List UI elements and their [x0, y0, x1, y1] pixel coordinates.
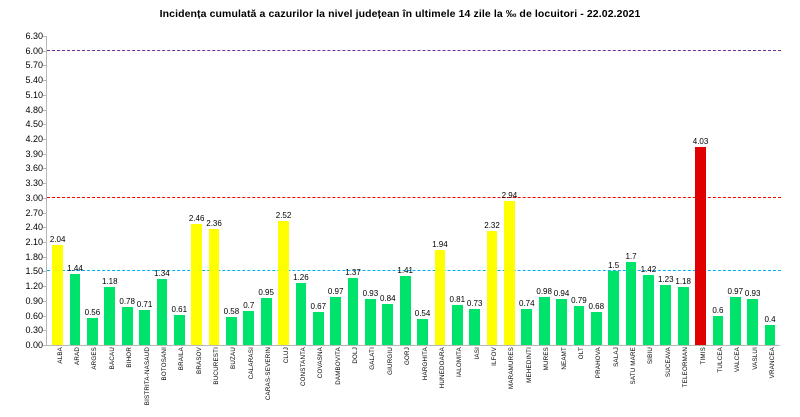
y-tick-label: 6.30 — [25, 31, 43, 41]
bar-slot — [119, 36, 136, 345]
bar-value-label: 2.46 — [188, 214, 205, 224]
bar-value-label: 0.67 — [310, 302, 327, 312]
bar-value-label: 1.42 — [640, 265, 657, 275]
x-label-slot — [413, 347, 430, 415]
x-label-slot — [517, 347, 534, 415]
bar-value-label: 0.97 — [327, 287, 344, 297]
bar-value-label: 0.56 — [84, 307, 101, 317]
bar-slot — [483, 36, 500, 345]
bar-value-label: 1.18 — [675, 277, 691, 287]
x-label-slot — [100, 347, 117, 415]
x-label-slot — [83, 347, 100, 415]
bar-value-label: 0.6 — [712, 305, 724, 315]
bar-slot — [171, 36, 188, 345]
bar-value-label: 1.26 — [293, 273, 309, 283]
x-label-slot — [118, 347, 135, 415]
bar[interactable] — [675, 277, 691, 345]
x-label-slot — [465, 347, 482, 415]
bar-value-label: 0.95 — [258, 288, 274, 298]
bar-slot — [362, 36, 379, 345]
bar-slot — [310, 36, 327, 345]
bar-slot — [588, 36, 605, 345]
bar-value-label: 0.68 — [588, 301, 605, 311]
bar[interactable] — [154, 269, 170, 345]
bar[interactable] — [692, 137, 709, 345]
y-tick-label: 5.40 — [25, 75, 43, 86]
bar[interactable] — [536, 286, 552, 345]
bar-value-label: 2.32 — [484, 221, 500, 231]
bar[interactable] — [449, 295, 466, 345]
bar[interactable] — [658, 274, 674, 345]
x-label-slot — [378, 347, 395, 415]
x-label-slot — [430, 347, 447, 415]
y-tick-label: 4.80 — [25, 104, 43, 115]
bar-value-label: 0.71 — [136, 300, 153, 310]
y-tick-label: 2.40 — [25, 222, 43, 233]
x-axis-category-label: ARAD — [74, 347, 82, 365]
bar-slot — [553, 36, 570, 345]
x-axis-category-label: OLT — [577, 347, 585, 360]
bar-slot — [223, 36, 240, 345]
bar-slot — [258, 36, 275, 345]
bar[interactable] — [553, 288, 570, 345]
x-axis-category-label: SALAJ — [612, 347, 620, 367]
x-axis-category-label: CLUJ — [282, 347, 290, 364]
x-axis-category-label: MURES — [543, 347, 551, 371]
x-axis-category-label: MEHEDINTI — [525, 347, 533, 383]
x-label-slot — [309, 347, 326, 415]
y-tick-label: 0.00 — [25, 340, 43, 350]
bar[interactable] — [362, 289, 379, 345]
bar-value-label: 0.84 — [380, 293, 396, 303]
bar[interactable] — [275, 211, 292, 345]
bar-slot — [744, 36, 761, 345]
bar[interactable] — [501, 190, 518, 345]
bar-slot — [518, 36, 535, 345]
y-tick-label: 1.80 — [25, 251, 43, 262]
bar-value-label: 1.44 — [67, 264, 83, 274]
bar-slot — [66, 36, 83, 345]
bar-slot — [501, 36, 518, 345]
bar[interactable] — [712, 305, 724, 345]
bar-value-label: 0.81 — [449, 295, 466, 305]
x-label-slot — [361, 347, 378, 415]
plot-area — [25, 31, 781, 350]
x-axis-category-label: PRAHOVA — [595, 347, 603, 379]
bar-slot — [570, 36, 587, 345]
bar-slot — [466, 36, 483, 345]
y-tick-label: 5.70 — [25, 60, 43, 71]
bar[interactable] — [119, 296, 135, 345]
x-axis-category-label: TELEORMAN — [682, 347, 690, 388]
bar[interactable] — [310, 302, 327, 345]
bar-slot — [344, 36, 361, 345]
x-axis-category-label: IALOMITA — [456, 347, 464, 378]
bar-value-label: 0.7 — [243, 300, 255, 310]
bar-value-label: 1.94 — [432, 239, 448, 249]
x-label-slot — [257, 347, 274, 415]
y-tick-label: 3.00 — [25, 192, 43, 203]
bar-value-label: 0.93 — [744, 289, 761, 299]
bar-value-label: 1.18 — [102, 277, 118, 287]
x-axis-category-label: VASLUI — [751, 347, 759, 370]
bar[interactable] — [136, 300, 153, 345]
bar-slot — [449, 36, 466, 345]
bar-value-label: 0.79 — [571, 296, 587, 306]
x-axis-category-label: MARAMURES — [508, 347, 516, 390]
bar[interactable] — [188, 214, 205, 345]
x-label-slot — [482, 347, 499, 415]
bar-slot — [709, 36, 726, 345]
x-label-slot — [500, 347, 517, 415]
bar-value-label: 0.54 — [414, 308, 431, 318]
bar[interactable] — [466, 299, 483, 345]
bar-slot — [622, 36, 639, 345]
x-label-slot — [343, 347, 360, 415]
x-axis-category-label: BUCURESTI — [213, 347, 221, 385]
x-label-slot — [448, 347, 465, 415]
x-axis-category-label: BISTRITA-NASAUD — [143, 347, 151, 406]
y-tick-label: 6.00 — [25, 45, 43, 56]
x-axis-category-label: CONSTANTA — [299, 347, 307, 387]
x-label-slot — [639, 347, 656, 415]
x-label-slot — [135, 347, 152, 415]
y-tick-label: 3.90 — [25, 148, 43, 159]
bar[interactable] — [258, 288, 274, 345]
bar-slot — [49, 36, 66, 345]
bar[interactable] — [640, 265, 657, 345]
y-tick-label: 3.60 — [25, 163, 43, 174]
bar[interactable] — [432, 239, 448, 345]
x-label-slot — [604, 347, 621, 415]
x-axis-category-label: BRASOV — [195, 347, 203, 374]
bar[interactable] — [223, 306, 240, 345]
x-label-slot — [621, 347, 638, 415]
bar[interactable] — [345, 267, 361, 345]
bar-value-label: 0.74 — [519, 298, 535, 308]
x-label-slot — [656, 347, 673, 415]
bar[interactable] — [67, 264, 83, 345]
x-axis-category-label: TIMIS — [699, 347, 707, 365]
x-axis-category-label: COVASNA — [317, 347, 325, 379]
x-label-slot — [274, 347, 291, 415]
y-tick-label: 0.30 — [25, 325, 43, 336]
bar[interactable] — [293, 273, 309, 345]
x-label-slot — [569, 347, 586, 415]
bar-value-label: 1.41 — [397, 265, 413, 275]
bar-slot — [379, 36, 396, 345]
bar-value-label: 2.94 — [501, 190, 518, 200]
x-axis-category-label: ILFOV — [491, 347, 499, 366]
bar-value-label: 1.5 — [608, 261, 620, 271]
x-axis-category-label: TULCEA — [716, 347, 724, 373]
bar-slot — [397, 36, 414, 345]
bar-slot — [675, 36, 692, 345]
x-axis-category-label: VALCEA — [734, 347, 742, 373]
y-tick-label: 2.10 — [25, 237, 43, 247]
bar-slot — [692, 36, 709, 345]
x-axis-category-label: DOLJ — [352, 347, 360, 364]
y-tick-label: 1.20 — [25, 281, 43, 292]
y-tick-label: 0.60 — [25, 310, 43, 321]
bar-slot — [188, 36, 205, 345]
x-axis — [46, 345, 780, 346]
bar-value-label: 1.37 — [345, 267, 361, 277]
x-label-slot — [326, 347, 343, 415]
bar-slot — [761, 36, 778, 345]
bar-slot — [84, 36, 101, 345]
x-axis-category-label: NEAMT — [560, 347, 568, 370]
x-axis-category-label: BOTOSANI — [160, 347, 168, 381]
bar-slot — [640, 36, 657, 345]
x-label-slot — [743, 347, 760, 415]
x-axis-category-label: BIHOR — [126, 347, 134, 368]
bar-value-label: 4.03 — [692, 137, 709, 147]
y-tick-label: 4.20 — [25, 134, 43, 144]
bar-value-label: 2.36 — [206, 219, 222, 229]
x-label-slot — [48, 347, 65, 415]
bar-slot — [136, 36, 153, 345]
x-axis-category-label: CARAS-SEVERIN — [265, 347, 273, 401]
x-label-slot — [535, 347, 552, 415]
bar[interactable] — [243, 300, 255, 345]
bar-slot — [727, 36, 744, 345]
x-axis-category-label: SATU MARE — [630, 347, 638, 385]
y-tick-label: 0.90 — [25, 295, 43, 306]
x-axis-category-label: GIURGIU — [386, 347, 394, 375]
bar[interactable] — [206, 219, 222, 345]
bar-slot — [536, 36, 553, 345]
x-axis-category-label: BRAILA — [178, 347, 186, 371]
bar[interactable] — [727, 287, 744, 345]
x-label-slot — [65, 347, 82, 415]
bar-slot — [327, 36, 344, 345]
x-label-slot — [396, 347, 413, 415]
bar[interactable] — [625, 251, 637, 345]
bar-slot — [205, 36, 222, 345]
bar-slot — [414, 36, 431, 345]
x-axis-category-label: HUNEDOARA — [438, 347, 446, 389]
bar[interactable] — [102, 277, 118, 345]
x-axis-category-label: SIBIU — [647, 347, 655, 365]
bar[interactable] — [764, 315, 776, 345]
bar-value-label: 0.98 — [536, 286, 552, 296]
bar[interactable] — [49, 234, 66, 345]
x-label-slot — [204, 347, 221, 415]
bar[interactable] — [414, 308, 431, 345]
x-axis-category-label: IASI — [473, 347, 481, 360]
bar[interactable] — [519, 298, 535, 345]
x-axis-category-label: VRANCEA — [769, 347, 777, 379]
bar-slot — [275, 36, 292, 345]
x-axis-category-label: DAMBOVITA — [334, 347, 342, 385]
x-label-slot — [760, 347, 777, 415]
bar[interactable] — [397, 265, 413, 345]
bar-value-label: 0.97 — [727, 287, 744, 297]
x-axis-category-label: GORJ — [404, 347, 412, 365]
bar-value-label: 1.23 — [658, 274, 674, 284]
x-axis-category-label: GALATI — [369, 347, 377, 370]
x-label-slot — [239, 347, 256, 415]
bar-slot — [101, 36, 118, 345]
bar-value-label: 0.58 — [223, 306, 240, 316]
bar[interactable] — [484, 221, 500, 345]
bar-value-label: 0.61 — [171, 305, 188, 315]
bar-value-label: 0.93 — [362, 289, 379, 299]
x-axis-category-label: BUZAU — [230, 347, 238, 369]
bar-value-label: 0.73 — [466, 299, 483, 309]
bar[interactable] — [171, 305, 188, 345]
x-axis-category-label: CALARASI — [247, 347, 255, 380]
bar[interactable] — [84, 307, 101, 345]
chart-title: Incidența cumulată a cazurilor la nivel județean în ultimele 14 zile la ‰ de locuitori - 22.02.2021 — [159, 8, 641, 20]
x-axis-category-label: ARGES — [91, 347, 99, 370]
bar-slot — [153, 36, 170, 345]
y-tick-label: 4.50 — [25, 119, 43, 130]
x-axis-category-label: BACAU — [108, 347, 116, 370]
bar-value-label: 2.52 — [275, 211, 292, 221]
bar-slot — [657, 36, 674, 345]
x-label-slot — [552, 347, 569, 415]
x-label-slot — [291, 347, 308, 415]
x-axis-category-label: HARGHITA — [421, 347, 429, 381]
x-label-slot — [152, 347, 169, 415]
bar-slot — [240, 36, 257, 345]
y-tick-label: 2.70 — [25, 207, 43, 218]
x-axis-category-label: SUCEAVA — [664, 347, 672, 378]
bar-slot — [431, 36, 448, 345]
bar-value-label: 1.7 — [625, 251, 637, 261]
x-axis-labels — [46, 347, 780, 415]
bar[interactable] — [588, 301, 605, 345]
bar-series — [47, 36, 781, 345]
bar-value-label: 0.94 — [553, 288, 570, 298]
x-label-slot — [691, 347, 708, 415]
x-label-slot — [674, 347, 691, 415]
bar[interactable] — [327, 287, 344, 345]
y-tick-label: 5.10 — [25, 89, 43, 100]
x-label-slot — [587, 347, 604, 415]
y-tick-label: 3.30 — [25, 178, 43, 189]
y-tick-label: 1.50 — [25, 266, 43, 277]
bar-value-label: 1.34 — [154, 269, 170, 279]
bar-slot — [605, 36, 622, 345]
x-axis-category-label: ALBA — [56, 347, 64, 364]
x-label-slot — [726, 347, 743, 415]
bar[interactable] — [380, 293, 396, 345]
x-label-slot — [708, 347, 725, 415]
bar-slot — [292, 36, 309, 345]
bar[interactable] — [571, 296, 587, 345]
x-label-slot — [187, 347, 204, 415]
x-label-slot — [222, 347, 239, 415]
bar-value-label: 2.04 — [49, 234, 66, 244]
bar-value-label: 0.78 — [119, 296, 135, 306]
bar[interactable] — [744, 289, 761, 345]
x-label-slot — [170, 347, 187, 415]
bar[interactable] — [608, 261, 620, 345]
bar-value-label: 0.4 — [764, 315, 776, 325]
